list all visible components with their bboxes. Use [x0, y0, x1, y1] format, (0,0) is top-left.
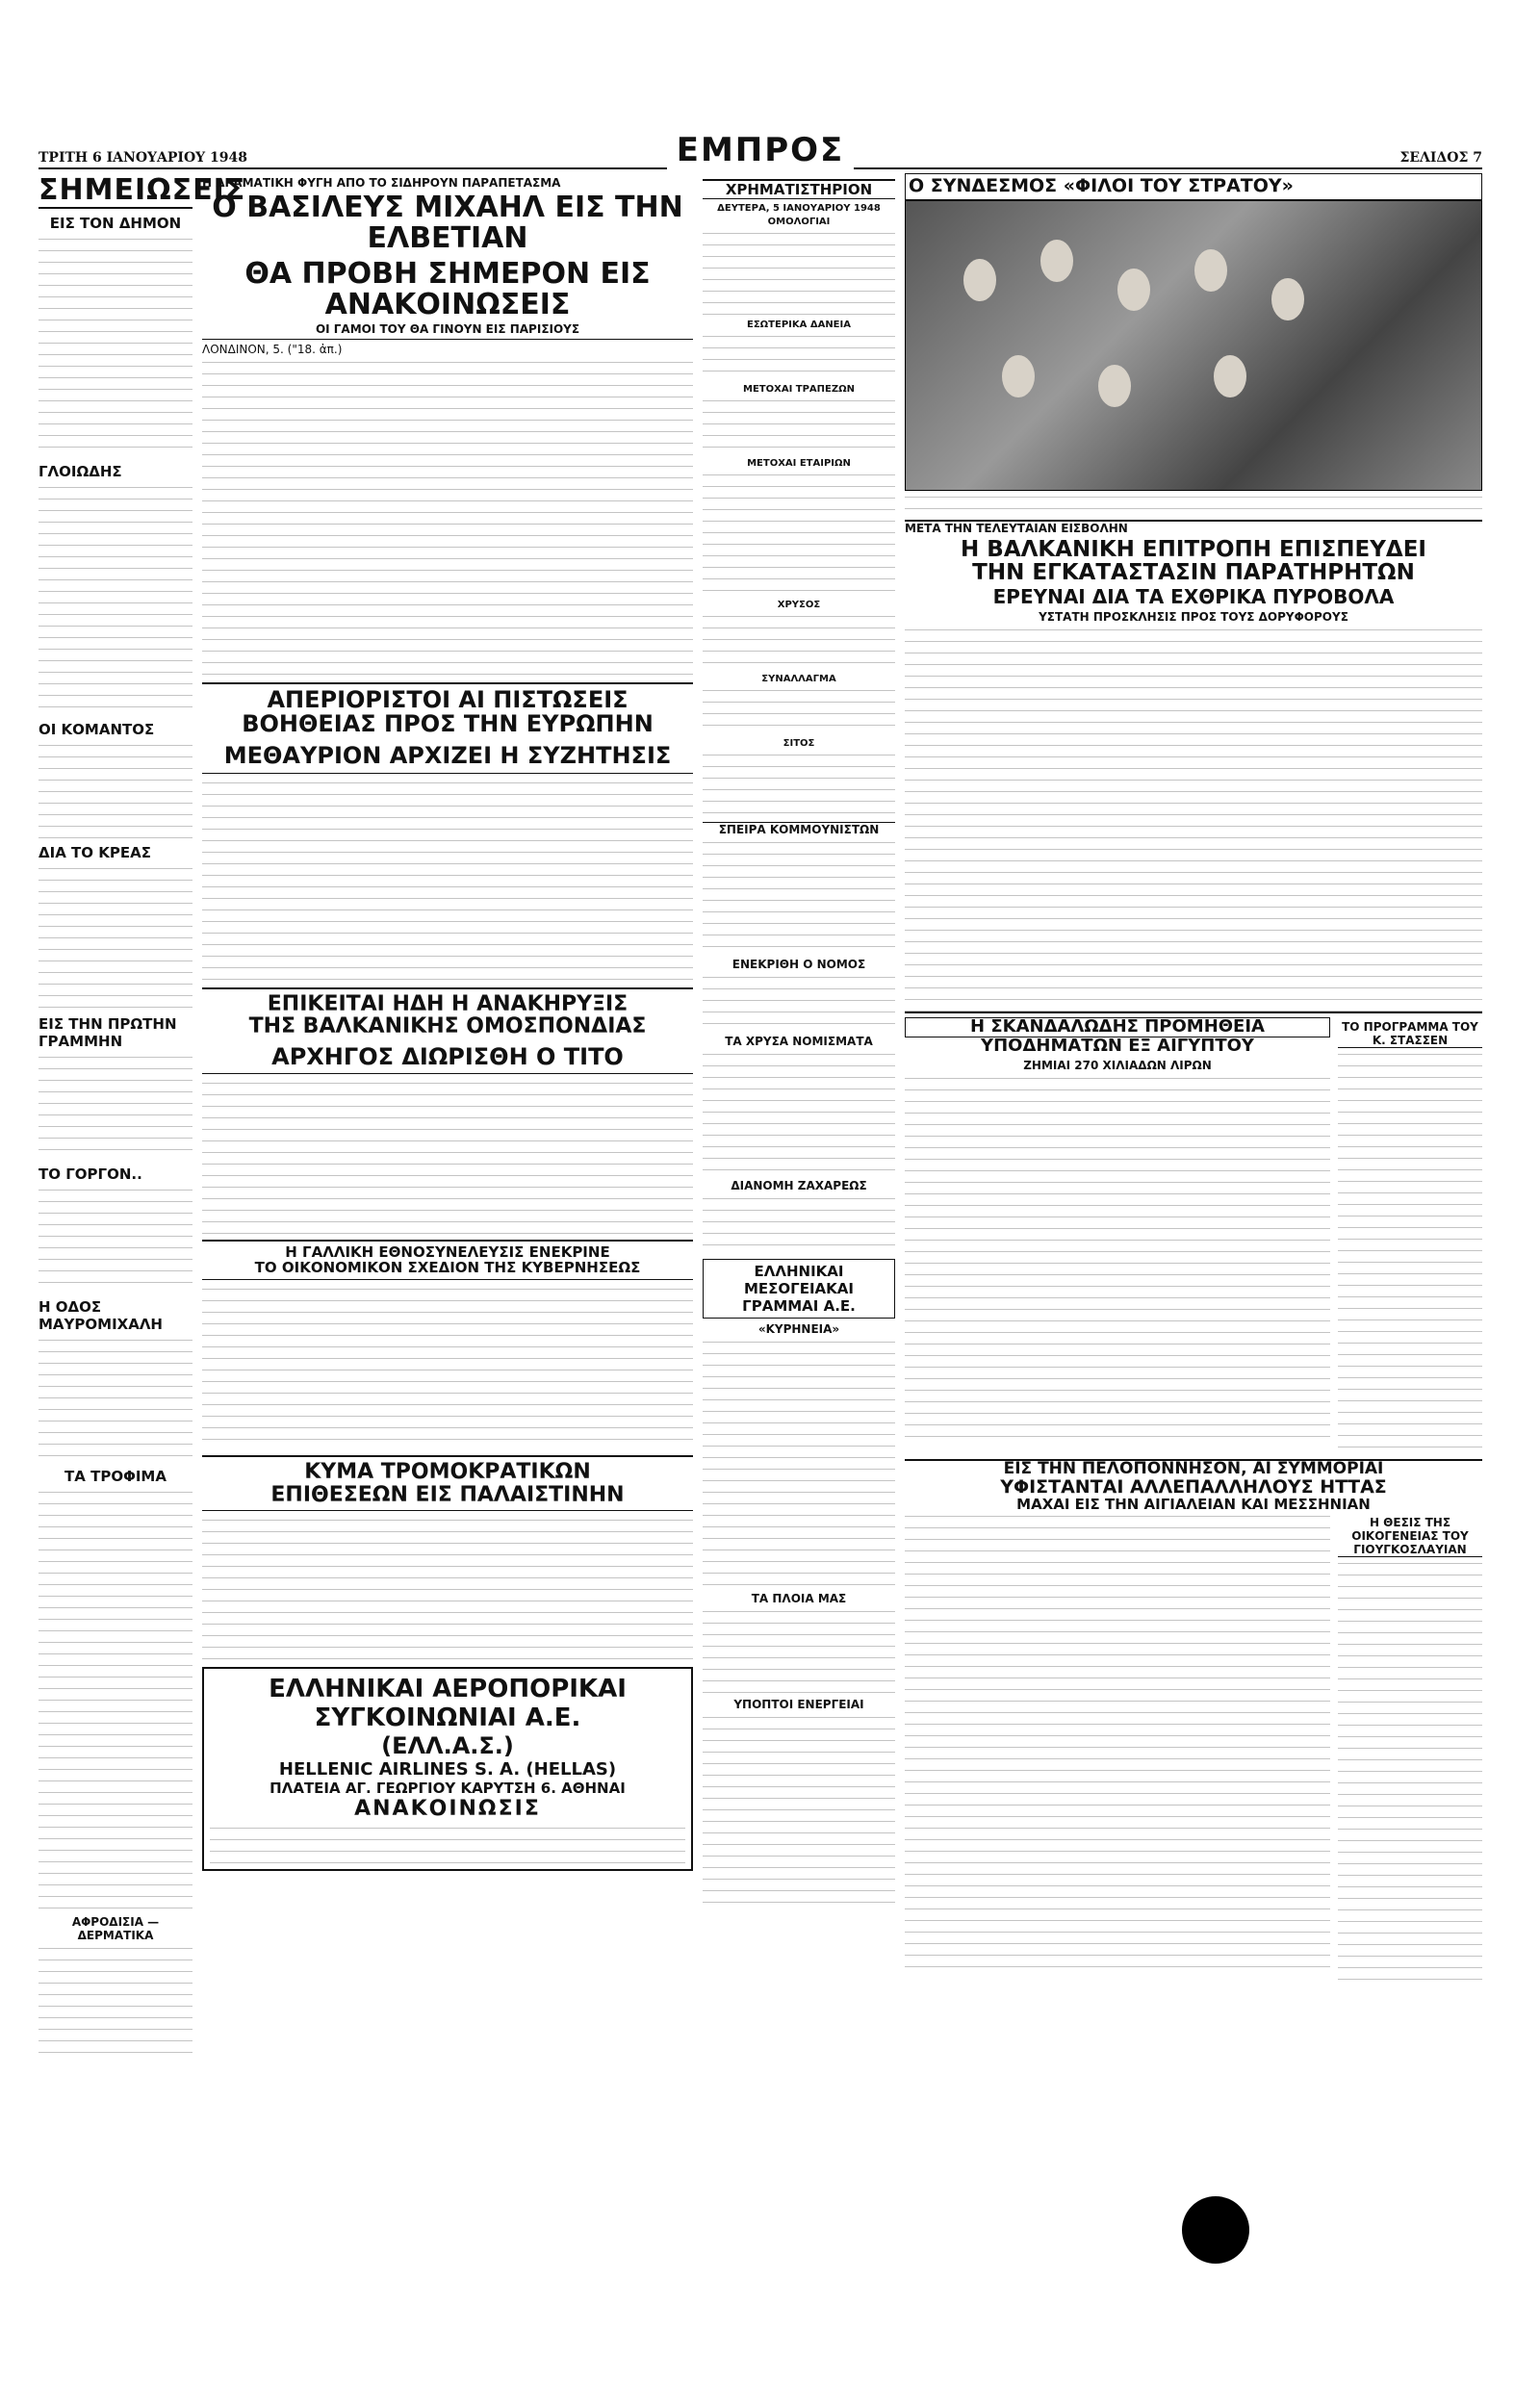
photo-headline: Ο ΣΥΝΔΕΣΜΟΣ «ΦΙΛΟΙ ΤΟΥ ΣΤΡΑΤΟΥ» [905, 173, 1482, 200]
note-text [38, 236, 192, 457]
section-label: ΤΑ ΠΛΟΙΑ ΜΑΣ [751, 1592, 847, 1605]
main-kicker: Η ΔΡΑΜΑΤΙΚΗ ΦΥΓΗ ΑΠΟ ΤΟ ΣΙΔΗΡΟΥΝ ΠΑΡΑΠΕΤΑΣΜΑ [202, 176, 561, 190]
notes-title: ΣΗΜΕΙΩΣΕΙΣ [38, 173, 246, 207]
article-text [1338, 1051, 1482, 1455]
story-headline: ΥΦΙΣΤΑΝΤΑΙ ΑΛΛΕΠΑΛΛΗΛΟΥΣ ΗΤΤΑΣ [1000, 1476, 1387, 1498]
shipping-ad-title: ΕΛΛΗΝΙΚΑΙ ΜΕΣΟΓΕΙΑΚΑΙ ΓΡΑΜΜΑΙ Α.Ε. [703, 1259, 895, 1319]
table-block [703, 472, 895, 597]
article-text [202, 780, 693, 982]
section-label: ΜΕΤΟΧΑΙ ΤΡΑΠΕΖΩΝ [743, 384, 855, 395]
note-text [38, 1054, 192, 1160]
right-column [905, 173, 1482, 2214]
article-text [905, 627, 1482, 1012]
note-heading: ΟΙ ΚΟΜΑΝΤΟΣ [38, 721, 155, 738]
ad-line-5: ΑΝΑΚΟΙΝΩΣΙΣ [354, 1796, 541, 1821]
note-text [38, 1945, 192, 2061]
story-headline: ΤΗΣ ΒΑΛΚΑΝΙΚΗΣ ΟΜΟΣΠΟΝΔΙΑΣ [248, 1013, 647, 1038]
article-text [703, 839, 895, 955]
main-headline-2: ΘΑ ΠΡΟΒΗ ΣΗΜΕΡΟΝ ΕΙΣ ΑΝΑΚΟΙΝΩΣΕΙΣ [244, 257, 651, 321]
section-label: ΣΙΤΟΣ [783, 738, 815, 749]
table-block [703, 613, 895, 671]
note-text [38, 865, 192, 1010]
article-text [202, 1517, 693, 1661]
story-headline: ΤΗΝ ΕΓΚΑΤΑΣΤΑΣΙΝ ΠΑΡΑΤΗΡΗΤΩΝ [972, 560, 1415, 586]
note-heading: Η ΟΔΟΣ ΜΑΥΡΟΜΙΧΑΛΗ [38, 1298, 163, 1333]
story-headline: ΜΑΧΑΙ ΕΙΣ ΤΗΝ ΑΙΓΙΑΛΕΙΑΝ ΚΑΙ ΜΕΣΣΗΝΙΑΝ [1016, 1496, 1371, 1513]
ad-line-2: (ΕΛΛ.Α.Σ.) [381, 1731, 514, 1759]
ad-text [210, 1825, 685, 1863]
ad-line: ΑΦΡΟΔΙΣΙΑ — ΔΕΡΜΑΤΙΚΑ [71, 1915, 160, 1942]
ad-line-3: HELLENIC AIRLINES S. A. (HELLAS) [278, 1758, 617, 1780]
dateline: ΛΟΝΔΙΝΟΝ, 5. ("18. ἀπ.) [202, 343, 343, 356]
note-text [38, 1187, 192, 1293]
article-text [703, 1051, 895, 1176]
note-text [38, 1337, 192, 1462]
page-label: ΣΕΛΙΔΟΣ 7 [854, 150, 1482, 169]
article-text [202, 1080, 693, 1234]
article-text [905, 1075, 1330, 1441]
section-label: ΜΕΤΟΧΑΙ ΕΤΑΙΡΙΩΝ [747, 458, 851, 469]
article-text [703, 974, 895, 1032]
note-heading: ΤΑ ΤΡΟΦΙΜΑ [64, 1468, 167, 1485]
story-headline: ΕΙΣ ΤΗΝ ΠΕΛΟΠΟΝΝΗΣΟΝ, ΑΙ ΣΥΜΜΟΡΙΑΙ [1003, 1459, 1384, 1479]
article-text [905, 1513, 1330, 1975]
story-headline: ΒΟΗΘΕΙΑΣ ΠΡΟΣ ΤΗΝ ΕΥΡΩΠΗΝ [242, 710, 654, 738]
table-block [703, 397, 895, 455]
section-label: ΣΥΝΑΛΛΑΓΜΑ [761, 674, 836, 684]
left-column [38, 173, 246, 2214]
table-block [703, 230, 895, 317]
ad-line-4: ΠΛΑΤΕΙΑ ΑΓ. ΓΕΩΡΓΙΟΥ ΚΑΡΥΤΣΗ 6. ΑΘΗΝΑΙ [270, 1779, 626, 1797]
exchange-title: ΧΡΗΜΑΤΙΣΤΗΡΙΟΝ [703, 179, 895, 199]
story-headline: ΤΟ ΟΙΚΟΝΟΜΙΚΟΝ ΣΧΕΔΙΟΝ ΤΗΣ ΚΥΒΕΡΝΗΣΕΩΣ [254, 1258, 641, 1276]
story-kicker: ΜΕΤΑ ΤΗΝ ΤΕΛΕΥΤΑΙΑΝ ΕΙΣΒΟΛΗΝ [905, 520, 1482, 535]
article-text [1338, 1560, 1482, 1984]
airline-ad [202, 1667, 693, 1871]
table-block [703, 752, 895, 819]
exchange-date: ΔΕΥΤΕΡΑ, 5 ΙΑΝΟΥΑΡΙΟΥ 1948 [717, 203, 881, 214]
note-text [38, 484, 192, 715]
story-headline: ΕΠΙΚΕΙΤΑΙ ΗΔΗ Η ΑΝΑΚΗΡΥΞΙΣ [267, 991, 629, 1016]
section-label: ΕΝΕΚΡΙΘΗ Ο ΝΟΜΟΣ [732, 958, 866, 971]
section-label: ΔΙΑΝΟΜΗ ΖΑΧΑΡΕΩΣ [731, 1179, 867, 1192]
main-headline: Ο ΒΑΣΙΛΕΥΣ ΜΙΧΑΗΛ ΕΙΣ ΤΗΝ ΕΛΒΕΤΙΑΝ [212, 191, 683, 255]
story-headline: ΕΠΙΘΕΣΕΩΝ ΕΙΣ ΠΑΛΑΙΣΤΙΝΗΝ [270, 1482, 625, 1507]
note-heading: ΕΙΣ ΤΟΝ ΔΗΜΟΝ [49, 215, 182, 232]
note-text [38, 742, 192, 838]
masthead: ΕΜΠΡΟΣ [676, 131, 845, 169]
table-block [703, 333, 895, 381]
story-headline: Η ΓΑΛΛΙΚΗ ΕΘΝΟΣΥΝΕΛΕΥΣΙΣ ΕΝΕΚΡΙΝΕ [285, 1242, 610, 1261]
note-heading: ΕΙΣ ΤΗΝ ΠΡΩΤΗΝ ΓΡΑΜΜΗΝ [38, 1015, 177, 1050]
note-heading: ΓΛΟΙΩΔΗΣ [38, 463, 122, 480]
page-header [38, 115, 1482, 169]
note-heading: ΤΟ ΓΟΡΓΟΝ.. [38, 1165, 142, 1183]
punch-hole-bottom [1182, 2196, 1249, 2264]
side-title: Η ΘΕΣΙΣ ΤΗΣ ΟΙΚΟΓΕΝΕΙΑΣ ΤΟΥ ΓΙΟΥΓΚΟΣΛΑΥΙΑΝ [1338, 1516, 1482, 1557]
article-text [703, 1195, 895, 1253]
story-headline: ΕΡΕΥΝΑΙ ΔΙΑ ΤΑ ΕΧΘΡΙΚΑ ΠΥΡΟΒΟΛΑ [992, 585, 1395, 609]
table-block [703, 687, 895, 735]
story-headline: Η ΒΑΛΚΑΝΙΚΗ ΕΠΙΤΡΟΠΗ ΕΠΙΣΠΕΥΔΕΙ [961, 536, 1426, 562]
story-headline: ΜΕΘΑΥΡΙΟΝ ΑΡΧΙΖΕΙ Η ΣΥΖΗΤΗΣΙΣ [223, 742, 672, 770]
article-text [703, 1339, 895, 1589]
story-headline: Η ΣΚΑΝΔΑΛΩΔΗΣ ΠΡΟΜΗΘΕΙΑ [905, 1017, 1330, 1037]
section-label: ΧΡΥΣΟΣ [777, 600, 821, 610]
story-subhead: ΥΣΤΑΤΗ ΠΡΟΣΚΛΗΣΙΣ ΠΡΟΣ ΤΟΥΣ ΔΟΡΥΦΟΡΟΥΣ [1039, 610, 1348, 625]
section-label: ΟΜΟΛΟΓΙΑΙ [767, 217, 831, 227]
group-photo [905, 200, 1482, 491]
date-line: ΤΡΙΤΗ 6 ΙΑΝΟΥΑΡΙΟΥ 1948 [38, 150, 667, 169]
story-headline: ΑΡΧΗΓΟΣ ΔΙΩΡΙΣΘΗ Ο ΤΙΤΟ [271, 1042, 624, 1070]
main-column [202, 173, 693, 2214]
note-text [38, 1489, 192, 1912]
ship-name: «ΚΥΡΗΝΕΙΑ» [757, 1322, 840, 1336]
story-headline: ΑΠΕΡΙΟΡΙΣΤΟΙ ΑΙ ΠΙΣΤΩΣΕΙΣ [267, 686, 629, 713]
article-text [202, 1286, 693, 1449]
newspaper-page [0, 115, 1540, 2382]
note-heading: ΔΙΑ ΤΟ ΚΡΕΑΣ [38, 844, 151, 861]
main-subhead: ΟΙ ΓΑΜΟΙ ΤΟΥ ΘΑ ΓΙΝΟΥΝ ΕΙΣ ΠΑΡΙΣΙΟΥΣ [202, 322, 693, 340]
story-subhead: ΖΗΜΙΑΙ 270 ΧΙΛΙΑΔΩΝ ΛΙΡΩΝ [1023, 1059, 1212, 1072]
article-text [703, 1608, 895, 1695]
story-headline: ΚΥΜΑ ΤΡΟΜΟΚΡΑΤΙΚΩΝ [304, 1460, 591, 1485]
photo-caption [905, 494, 1482, 517]
section-label: ΕΣΩΤΕΡΙΚΑ ΔΑΝΕΙΑ [747, 320, 851, 330]
article-text [703, 1714, 895, 1907]
center-column [703, 173, 895, 2214]
story-headline: ΥΠΟΔΗΜΑΤΩΝ ΕΞ ΑΙΓΥΠΤΟΥ [981, 1036, 1254, 1057]
article-text [202, 359, 693, 677]
ad-line-1: ΕΛΛΗΝΙΚΑΙ ΑΕΡΟΠΟΡΙΚΑΙ ΣΥΓΚΟΙΝΩΝΙΑΙ Α.Ε. [269, 1674, 627, 1732]
section-label: ΣΠΕΙΡΑ ΚΟΜΜΟΥΝΙΣΤΩΝ [703, 822, 895, 836]
side-title: ΤΟ ΠΡΟΓΡΑΜΜΑ ΤΟΥ Κ. ΣΤΑΣΣΕΝ [1338, 1020, 1482, 1048]
section-label: ΥΠΟΠΤΟΙ ΕΝΕΡΓΕΙΑΙ [733, 1698, 864, 1711]
section-label: ΤΑ ΧΡΥΣΑ ΝΟΜΙΣΜΑΤΑ [725, 1035, 873, 1048]
